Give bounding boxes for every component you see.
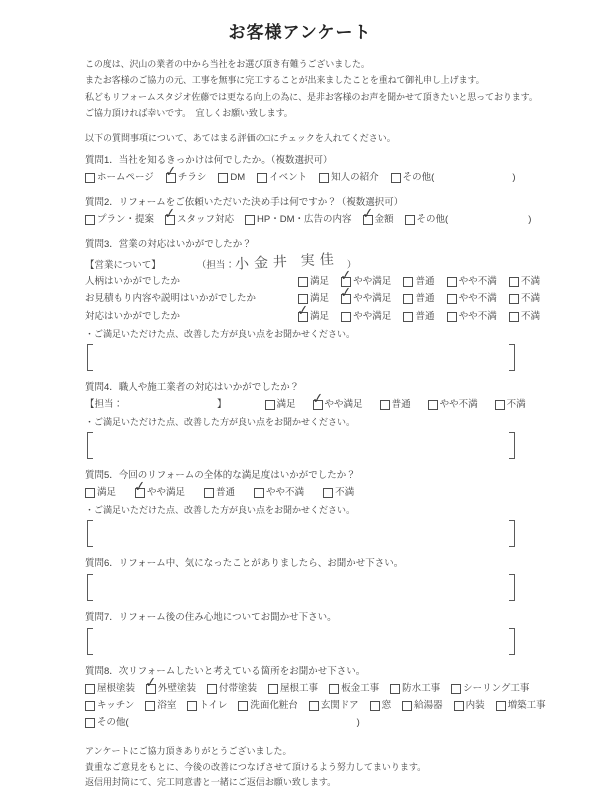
checkbox-option[interactable] xyxy=(403,290,434,307)
checkbox-box xyxy=(509,277,519,287)
checkbox-box xyxy=(323,488,333,498)
paren-close: ) xyxy=(512,172,516,184)
checkbox-option[interactable] xyxy=(238,697,298,714)
checkmark-icon: ✓ xyxy=(339,284,353,303)
checkbox-option[interactable] xyxy=(207,680,257,697)
checkbox[interactable] xyxy=(447,294,456,303)
checkbox-box xyxy=(298,294,308,304)
rating-options xyxy=(298,267,540,290)
bracket-left-icon xyxy=(87,574,94,601)
checkbox-option[interactable] xyxy=(218,169,245,186)
checkbox[interactable] xyxy=(339,267,353,286)
checkbox[interactable] xyxy=(85,701,94,710)
checkbox-option[interactable] xyxy=(164,163,207,186)
checkbox-label: 玄関ドア xyxy=(320,699,359,711)
checkbox-option[interactable] xyxy=(451,680,529,697)
rating-row xyxy=(85,302,540,325)
blank-space xyxy=(448,219,528,220)
question-q5 xyxy=(85,467,600,547)
checkbox[interactable] xyxy=(85,718,94,727)
checkbox-option[interactable] xyxy=(163,205,235,228)
checkbox-label: 満足 xyxy=(97,486,117,498)
checkbox-row xyxy=(85,163,600,186)
rating-row xyxy=(85,284,540,307)
checkbox-box xyxy=(165,215,175,225)
checkbox-option[interactable] xyxy=(428,396,478,413)
checkbox-label: チラシ xyxy=(177,172,207,184)
checkbox-box xyxy=(85,684,95,694)
checkbox-label: 不満 xyxy=(520,293,540,305)
checkbox-option[interactable] xyxy=(85,714,360,731)
checkbox-option[interactable] xyxy=(298,273,329,290)
intro-line: またお客様のご協力の元、工事を無事に完工することが出来ましたことを重ねて御礼申し上げます。 xyxy=(85,75,485,86)
rating-options xyxy=(298,284,540,307)
checkbox-box xyxy=(146,684,156,694)
rating-label: 対応はいかがでしたか xyxy=(85,310,181,322)
checkbox-option[interactable] xyxy=(403,308,434,325)
checkbox-box xyxy=(166,173,176,183)
checkbox-box xyxy=(85,215,95,225)
checkbox-row xyxy=(85,205,600,228)
checkbox[interactable] xyxy=(144,674,158,693)
instruction-text: 以下の質問事項について、あてはまる評価の□にチェックを入れてください。 xyxy=(85,133,396,144)
checkbox[interactable] xyxy=(447,312,456,321)
checkbox-option[interactable] xyxy=(341,308,391,325)
checkbox-label: 内装 xyxy=(465,699,485,711)
checkbox[interactable] xyxy=(341,312,350,321)
checkbox-option[interactable] xyxy=(133,478,186,501)
checkbox[interactable] xyxy=(405,215,414,224)
checkbox-label: イベント xyxy=(269,172,308,184)
footer-line: 貴重なご意見をもとに、今後の改善につなげさせて頂けるよう努力してまいります。 xyxy=(85,761,427,772)
checkbox-box xyxy=(390,684,400,694)
checkbox-box xyxy=(509,294,519,304)
bracket-left-icon xyxy=(87,432,94,459)
checkbox-box xyxy=(402,701,412,711)
staff-prefix: （担当： xyxy=(196,260,235,272)
checkbox-option[interactable] xyxy=(403,273,434,290)
bracket-right-icon xyxy=(508,520,515,547)
checkbox-box xyxy=(341,312,351,322)
checkbox-label: 普通 xyxy=(415,310,435,322)
blank-space xyxy=(244,404,248,405)
checkbox-label: 満足 xyxy=(310,293,330,305)
checkbox[interactable] xyxy=(268,684,277,693)
checkbox-label: 防水工事 xyxy=(402,682,441,694)
checkbox-option[interactable] xyxy=(85,680,135,697)
checkbox-option[interactable] xyxy=(257,169,307,186)
question-heading: 質問8．次リフォームしたいと考えている箇所をお聞かせ下さい。 xyxy=(85,665,366,677)
checkbox-option[interactable] xyxy=(296,302,330,325)
checkbox-label: その他( xyxy=(97,716,129,728)
checkbox-box xyxy=(509,312,519,322)
bracket-left-icon xyxy=(87,628,94,655)
rating-row xyxy=(85,267,540,290)
checkbox-label: 屋根工事 xyxy=(280,682,319,694)
checkbox-label: 満足 xyxy=(310,310,330,322)
checkbox-option[interactable] xyxy=(447,308,497,325)
checkbox-option[interactable] xyxy=(254,484,304,501)
checkmark-icon: ✓ xyxy=(144,674,158,692)
checkbox-option[interactable] xyxy=(268,680,318,697)
checkbox-option[interactable] xyxy=(509,290,540,307)
question-q4 xyxy=(85,379,600,459)
checkbox-box xyxy=(370,701,380,711)
checkmark-icon: ✓ xyxy=(339,267,353,285)
checkbox[interactable] xyxy=(133,478,147,497)
checkbox[interactable] xyxy=(496,701,505,710)
checkbox-option[interactable] xyxy=(145,697,176,714)
answer-box[interactable] xyxy=(87,574,515,601)
checkbox[interactable] xyxy=(509,294,518,303)
answer-box[interactable] xyxy=(87,344,515,371)
checkbox-option[interactable] xyxy=(310,390,363,413)
checkbox-box xyxy=(135,488,145,498)
footer-line: 返信用封筒にて、完工同意書と一緒にご返信お願い致します。 xyxy=(85,777,337,788)
checkbox[interactable] xyxy=(85,684,94,693)
checkbox-label: 知人の紹介 xyxy=(331,172,379,184)
checkbox[interactable] xyxy=(428,400,437,409)
checkbox-label: やや不満 xyxy=(458,276,497,288)
blank-space xyxy=(434,177,512,178)
checkbox-label: 普通 xyxy=(415,276,435,288)
checkbox-option[interactable] xyxy=(495,396,526,413)
checkbox[interactable] xyxy=(380,400,389,409)
checkbox-label: プラン・提案 xyxy=(97,214,155,226)
checkbox[interactable] xyxy=(323,488,332,497)
rating-label: お見積もり内容や説明はいかがでしたか xyxy=(85,293,257,305)
bracket-right-icon xyxy=(508,574,515,601)
checkbox-box xyxy=(207,684,217,694)
checkbox[interactable] xyxy=(339,284,353,303)
checkbox-box xyxy=(391,173,401,183)
intro-line: ご協力頂ければ幸いです。 宜しくお願い致します。 xyxy=(85,107,293,118)
checkbox-label: 不満 xyxy=(520,276,540,288)
checkbox[interactable] xyxy=(257,173,266,182)
question-q8 xyxy=(85,663,600,731)
checkbox-box xyxy=(85,718,95,728)
note-text: ・ご満足いただけた点、改善した方が良い点をお聞かせください。 xyxy=(85,416,356,427)
rating-label: 人柄はいかがでしたか xyxy=(85,276,181,288)
checkbox-option[interactable] xyxy=(319,169,379,186)
checkbox[interactable] xyxy=(403,294,412,303)
intro-line: 私どもリフォームスタジオ佐藤では更なる向上の為に、是非お客様のお声を聞かせて頂きたいと思っております。 xyxy=(85,91,538,102)
checkbox-box xyxy=(298,277,308,287)
checkmark-icon: ✓ xyxy=(296,302,310,320)
section-label: 【営業について】 xyxy=(85,260,161,272)
checkbox[interactable] xyxy=(85,173,94,182)
checkbox-box xyxy=(298,312,308,322)
checkbox-label: ホームページ xyxy=(97,172,154,184)
checkbox-label: やや満足 xyxy=(353,310,392,322)
checkbox-row xyxy=(85,478,600,501)
footer-paragraph xyxy=(85,744,600,791)
checkbox-option[interactable] xyxy=(447,273,497,290)
checkbox[interactable] xyxy=(447,277,456,286)
question-q2 xyxy=(85,194,600,228)
checkbox-label: 不満 xyxy=(335,486,355,498)
answer-box[interactable] xyxy=(87,628,515,655)
checkbox-option[interactable] xyxy=(509,273,540,290)
checkbox-box xyxy=(268,684,278,694)
handwritten-staff-name: 小金井 実佳 xyxy=(234,250,339,272)
checkbox-label: 普通 xyxy=(391,398,411,410)
checkbox[interactable] xyxy=(319,173,328,182)
checkbox-label: 普通 xyxy=(415,293,435,305)
checkbox-row xyxy=(85,390,600,413)
checkbox-label: 窓 xyxy=(381,699,392,711)
checkbox-label: やや不満 xyxy=(266,486,305,498)
checkbox[interactable] xyxy=(296,302,310,321)
checkbox[interactable] xyxy=(402,701,411,710)
checkbox[interactable] xyxy=(509,312,518,321)
checkbox-option[interactable] xyxy=(454,697,485,714)
checkbox[interactable] xyxy=(85,488,94,497)
checkbox[interactable] xyxy=(391,173,400,182)
checkmark-icon: ✓ xyxy=(164,163,178,181)
checkbox-box xyxy=(496,701,506,711)
checkbox[interactable] xyxy=(207,684,216,693)
checkbox-option[interactable] xyxy=(85,211,154,228)
checkbox[interactable] xyxy=(370,701,379,710)
checkbox-box xyxy=(363,215,373,225)
paren-close: ) xyxy=(528,214,532,226)
checkbox-box xyxy=(85,173,95,183)
checkbox-label: 普通 xyxy=(216,486,236,498)
checkbox[interactable] xyxy=(329,684,338,693)
intro-paragraph xyxy=(85,56,600,121)
question-heading: 質問4．職人や施工業者の対応はいかがでしたか？ xyxy=(85,381,300,393)
checkbox-label: スタッフ対応 xyxy=(177,214,235,226)
checkbox-box xyxy=(85,701,95,711)
checkbox[interactable] xyxy=(310,390,325,409)
checkbox-option[interactable] xyxy=(339,267,392,290)
checkbox-option[interactable] xyxy=(390,680,440,697)
checkbox-label: 外壁塗装 xyxy=(158,682,197,694)
paren-close: ) xyxy=(356,716,360,728)
question-heading: 質問1．当社を知るきっかけは何でしたか。（複数選択可） xyxy=(85,155,333,167)
checkbox[interactable] xyxy=(495,400,504,409)
checkbox-label: やや不満 xyxy=(458,293,497,305)
staff-line xyxy=(85,250,600,273)
checkbox-label: 板金工事 xyxy=(341,682,380,694)
question-q3 xyxy=(85,236,600,371)
checkbox-box xyxy=(405,215,415,225)
checkbox-option[interactable] xyxy=(329,680,379,697)
checkbox-box xyxy=(245,215,255,225)
checkbox-label: 給湯器 xyxy=(414,699,443,711)
checkbox-label: シーリング工事 xyxy=(463,682,530,694)
checkbox[interactable] xyxy=(187,701,196,710)
checkbox-option[interactable] xyxy=(509,308,540,325)
checkmark-icon: ✓ xyxy=(360,205,375,223)
checkbox-box xyxy=(218,173,228,183)
question-q6 xyxy=(85,555,600,601)
footer-line: アンケートにご協力頂きありがとうございました。 xyxy=(85,745,292,756)
checkbox-option[interactable] xyxy=(85,697,134,714)
checkbox-label: HP・DM・広告の内容 xyxy=(257,214,352,226)
checkbox-option[interactable] xyxy=(204,484,235,501)
checkbox-option[interactable] xyxy=(85,169,154,186)
checkbox-row xyxy=(85,674,600,697)
checkbox-box xyxy=(187,701,197,711)
checkbox-box xyxy=(341,277,351,287)
checkbox-box xyxy=(428,400,438,410)
checkbox[interactable] xyxy=(238,701,247,710)
checkbox-option[interactable] xyxy=(323,484,354,501)
blank-space xyxy=(140,404,200,405)
checkbox[interactable] xyxy=(403,312,412,321)
question-heading: 質問3．営業の対応はいかがでしたか？ xyxy=(85,239,252,251)
blank-space xyxy=(129,722,357,723)
checkbox-label: その他( xyxy=(402,172,435,184)
checkbox-label: やや満足 xyxy=(147,486,186,498)
checkbox[interactable] xyxy=(204,488,213,497)
checkbox-label: DM xyxy=(230,172,246,184)
note-text: ・ご満足いただけた点、改善した方が良い点をお聞かせください。 xyxy=(85,504,356,515)
checkbox-box xyxy=(313,400,323,410)
checkbox-box xyxy=(447,277,457,287)
checkbox-box xyxy=(204,488,214,498)
question-heading: 質問2．リフォームをご依頼いただいた決め手は何ですか？（複数選択可） xyxy=(85,197,404,209)
checkbox[interactable] xyxy=(298,294,307,303)
checkbox[interactable] xyxy=(403,277,412,286)
bracket-right-icon xyxy=(508,628,515,655)
checkbox-option[interactable] xyxy=(405,211,532,228)
checkmark-icon: ✓ xyxy=(163,205,177,223)
checkbox-option[interactable] xyxy=(339,284,392,307)
checkbox-row xyxy=(85,714,600,731)
checkbox[interactable] xyxy=(454,701,463,710)
checkbox[interactable] xyxy=(509,277,518,286)
checkbox-label: やや満足 xyxy=(324,398,363,410)
checkbox[interactable] xyxy=(245,215,254,224)
checkbox-box xyxy=(451,684,461,694)
checkbox-box xyxy=(254,488,264,498)
checkbox[interactable] xyxy=(309,701,318,710)
question-heading: 質問6．リフォーム中、気になったことがありましたら、お聞かせ下さい。 xyxy=(85,557,404,569)
checkbox-row xyxy=(85,697,600,714)
checkbox[interactable] xyxy=(163,205,177,224)
checkbox-label: やや満足 xyxy=(353,293,392,305)
checkbox-option[interactable] xyxy=(298,290,329,307)
checkbox-label: 金額 xyxy=(374,214,394,226)
rating-options xyxy=(296,302,540,325)
checkbox[interactable] xyxy=(254,488,263,497)
checkbox-label: 洗面化粧台 xyxy=(250,699,298,711)
checkbox-label: 付帯塗装 xyxy=(219,682,258,694)
checkbox[interactable] xyxy=(85,215,94,224)
checkbox-option[interactable] xyxy=(380,396,411,413)
checkbox-option[interactable] xyxy=(245,211,351,228)
bracket-right-icon xyxy=(508,432,515,459)
note-text: ・ご満足いただけた点、改善した方が良い点をお聞かせください。 xyxy=(85,328,356,339)
questions xyxy=(85,152,600,731)
checkbox-box xyxy=(309,701,319,711)
intro-line: この度は、沢山の業者の中から当社をお選び頂き有難うございました。 xyxy=(85,59,370,69)
checkbox-box xyxy=(403,294,413,304)
checkbox-label: 浴室 xyxy=(157,699,177,711)
checkbox-label: その他( xyxy=(416,214,449,226)
staff-suffix: ） xyxy=(346,260,357,272)
checkbox-label: やや不満 xyxy=(458,310,497,322)
question-q7 xyxy=(85,609,600,655)
checkbox-label: トイレ xyxy=(199,699,228,711)
checkbox-label: 満足 xyxy=(310,276,330,288)
checkbox-label: やや満足 xyxy=(353,276,392,288)
checkbox-option[interactable] xyxy=(370,697,392,714)
checkbox-box xyxy=(329,684,339,694)
checkbox-label: やや不満 xyxy=(439,398,478,410)
checkbox[interactable] xyxy=(145,701,154,710)
staff-inline-prefix: 【担当： xyxy=(85,398,124,410)
staff-inline-suffix: 】 xyxy=(217,398,227,410)
checkbox-box xyxy=(257,173,267,183)
checkbox-box xyxy=(319,173,329,183)
checkbox[interactable] xyxy=(218,173,227,182)
page-title: お客様アンケート xyxy=(228,23,372,42)
question-heading: 質問7．リフォーム後の住み心地についてお聞かせ下さい。 xyxy=(85,611,337,623)
checkbox-option[interactable] xyxy=(187,697,227,714)
checkbox-box xyxy=(341,294,351,304)
checkbox-label: 増築工事 xyxy=(507,699,546,711)
checkbox-box xyxy=(265,400,275,410)
checkbox-box xyxy=(145,701,155,711)
bracket-right-icon xyxy=(508,344,515,371)
checkbox-box xyxy=(403,277,413,287)
checkbox-box xyxy=(380,400,390,410)
checkbox-option[interactable] xyxy=(309,697,359,714)
checkbox[interactable] xyxy=(451,684,460,693)
checkbox-option[interactable] xyxy=(391,169,516,186)
checkbox[interactable] xyxy=(298,277,307,286)
blank-space xyxy=(161,267,197,268)
checkbox-label: 屋根塗装 xyxy=(97,682,136,694)
checkmark-icon: ✓ xyxy=(133,478,147,496)
checkbox-option[interactable] xyxy=(85,484,116,501)
checkbox[interactable] xyxy=(265,400,274,409)
question-heading: 質問5．今回のリフォームの全体的な満足度はいかがでしたか？ xyxy=(85,469,356,481)
checkbox-box xyxy=(447,312,457,322)
checkbox-option[interactable] xyxy=(360,205,394,228)
bracket-left-icon xyxy=(87,344,94,371)
checkmark-icon: ✓ xyxy=(310,390,325,408)
checkbox-box xyxy=(454,701,464,711)
checkbox-box xyxy=(85,488,95,498)
checkbox-label: 不満 xyxy=(506,398,526,410)
checkbox-box xyxy=(403,312,413,322)
bracket-left-icon xyxy=(87,520,94,547)
checkbox-box xyxy=(495,400,505,410)
checkbox[interactable] xyxy=(164,163,178,182)
checkbox-option[interactable] xyxy=(447,290,497,307)
checkbox-label: 満足 xyxy=(276,398,296,410)
answer-box[interactable] xyxy=(87,520,515,547)
checkbox-option[interactable] xyxy=(265,396,296,413)
checkbox-label: 不満 xyxy=(520,310,540,322)
checkbox-option[interactable] xyxy=(144,674,197,697)
checkbox-box xyxy=(447,294,457,304)
answer-box[interactable] xyxy=(87,432,515,459)
checkbox-label: キッチン xyxy=(97,699,135,711)
checkbox[interactable] xyxy=(360,205,375,224)
checkbox-option[interactable] xyxy=(496,697,546,714)
question-q1 xyxy=(85,152,600,186)
checkbox-box xyxy=(238,701,248,711)
checkbox[interactable] xyxy=(390,684,399,693)
checkbox-option[interactable] xyxy=(402,697,443,714)
